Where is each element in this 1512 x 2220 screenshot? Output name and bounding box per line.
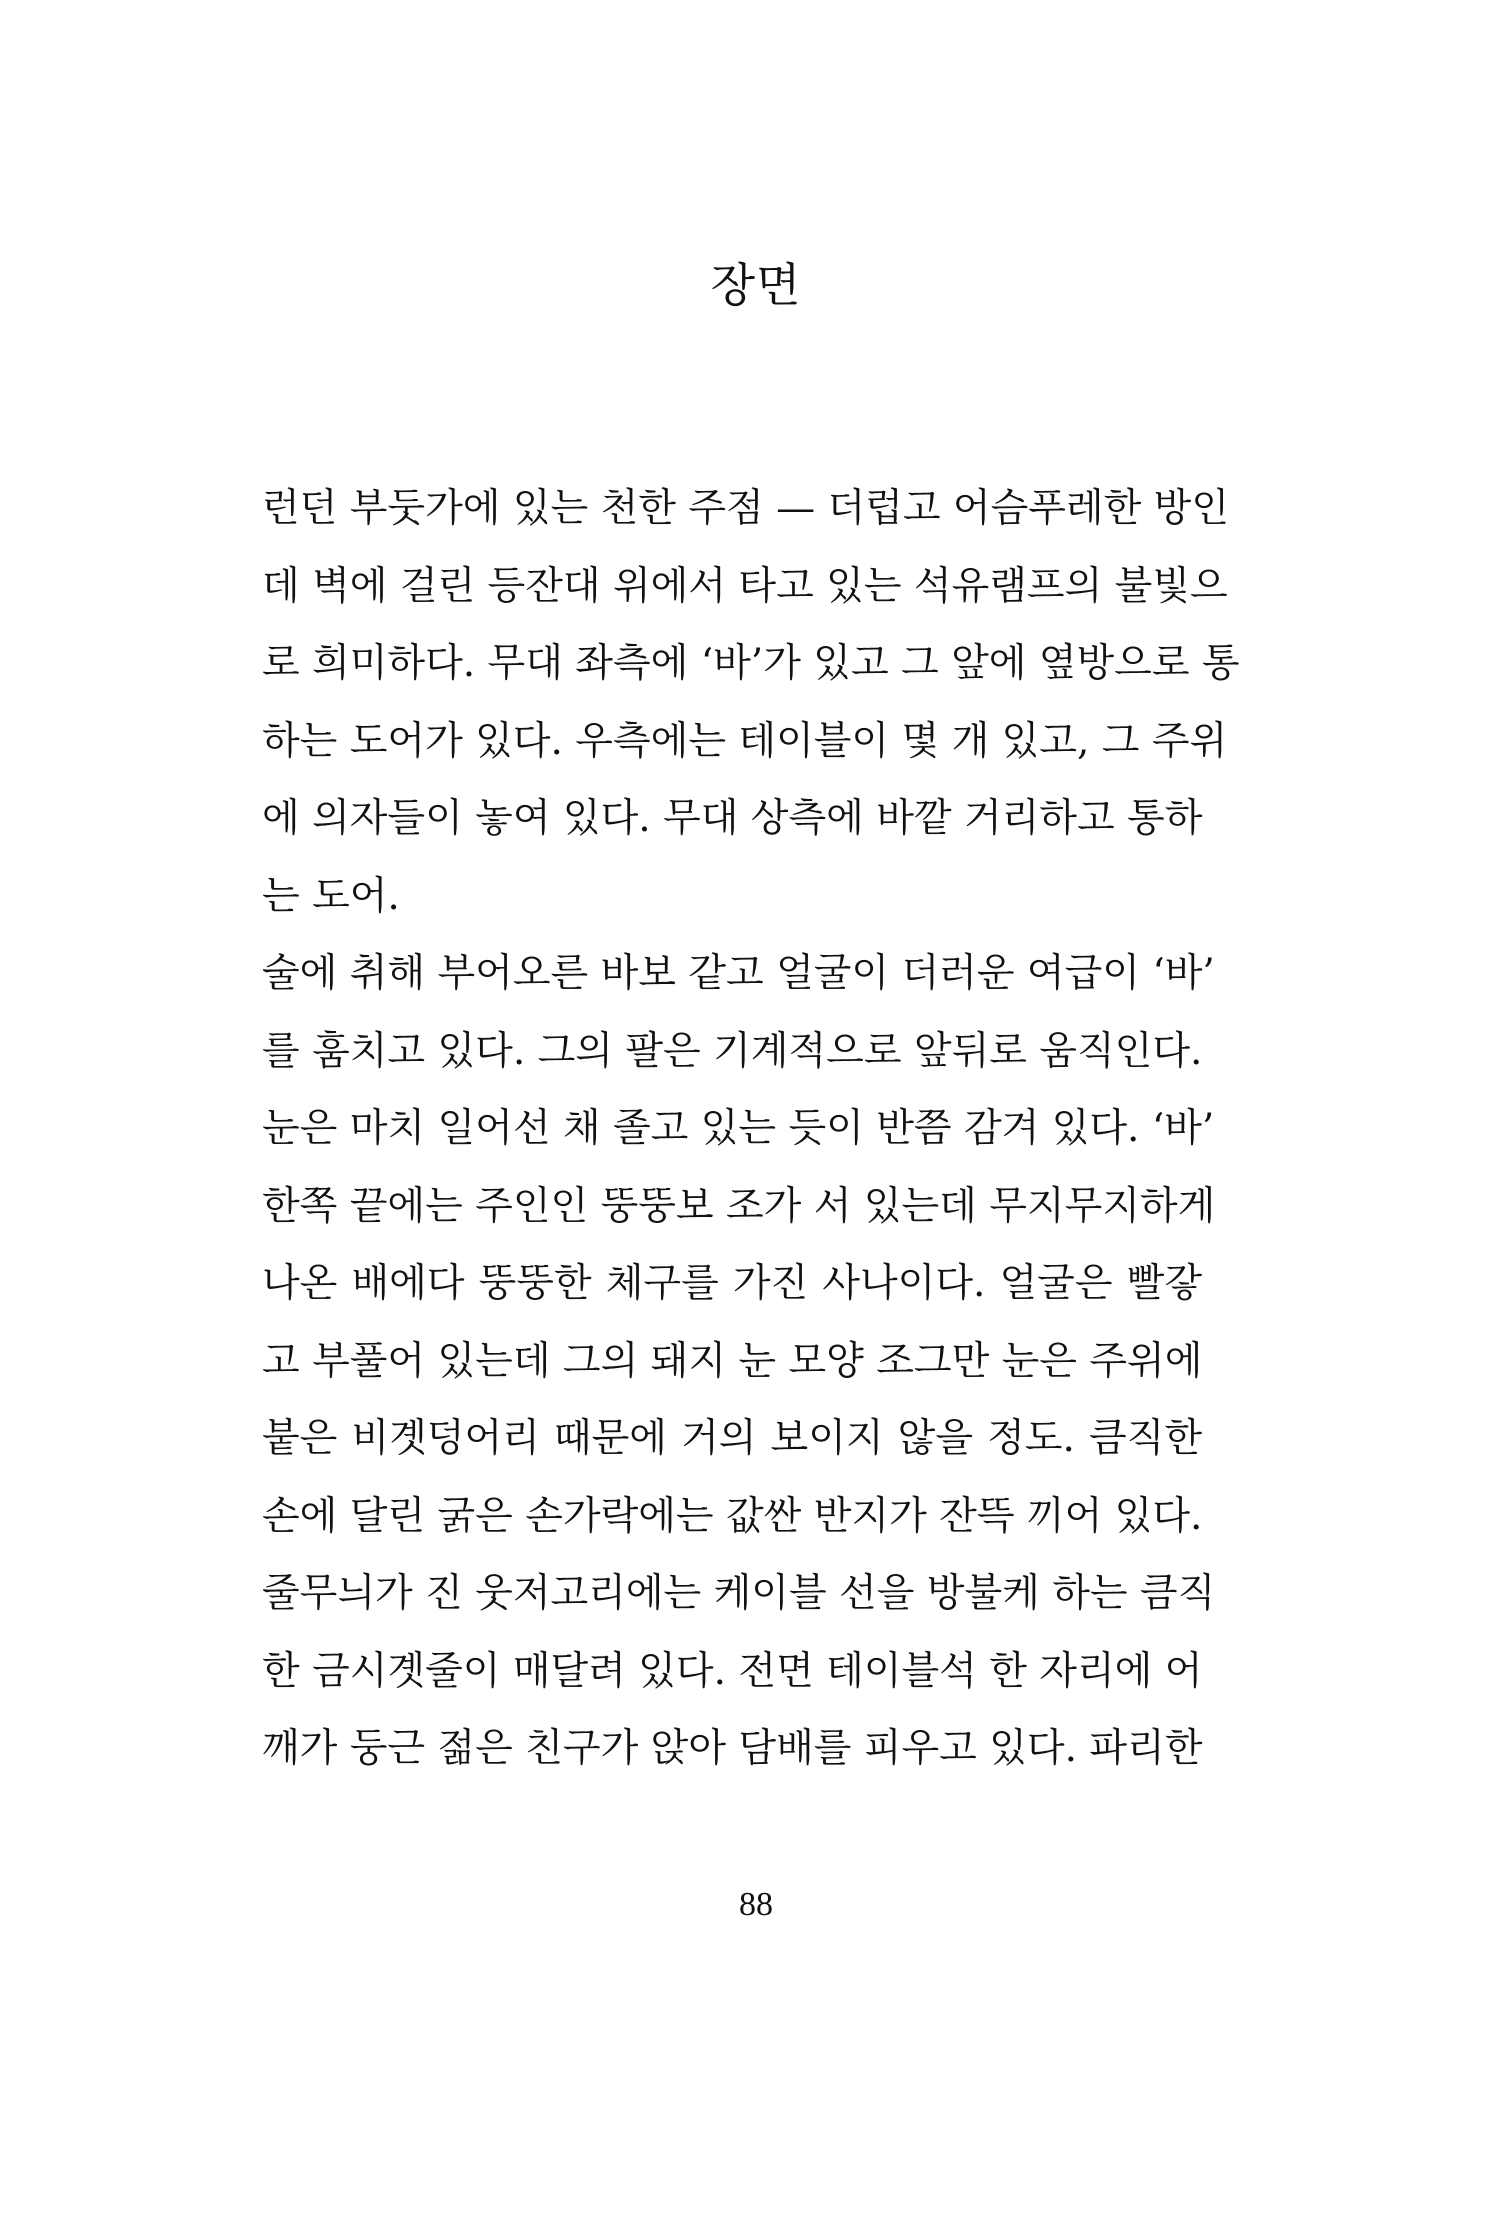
text-line: 한쪽 끝에는 주인인 뚱뚱보 조가 서 있는데 무지무지하게 — [262, 1183, 1216, 1229]
text-line: 붙은 비곗덩어리 때문에 거의 보이지 않을 정도. 큼직한 — [262, 1416, 1202, 1461]
text-line: 로 희미하다. 무대 좌측에 ‘바’가 있고 그 앞에 옆방으로 통 — [262, 641, 1240, 686]
text-line: 손에 달린 굵은 손가락에는 값싼 반지가 잔뜩 끼어 있다. — [262, 1493, 1203, 1539]
text-line: 고 부풀어 있는데 그의 돼지 눈 모양 조그만 눈은 주위에 — [262, 1338, 1203, 1384]
text-line: 한 금시곗줄이 매달려 있다. 전면 테이블석 한 자리에 어 — [262, 1648, 1203, 1694]
text-line: 술에 취해 부어오른 바보 같고 얼굴이 더러운 여급이 ‘바’ — [262, 951, 1215, 996]
text-line: 에 의자들이 놓여 있다. 무대 상측에 바깥 거리하고 통하 — [262, 796, 1203, 841]
text-line: 깨가 둥근 젊은 친구가 앉아 담배를 피우고 있다. 파리한 — [262, 1726, 1203, 1771]
text-line: 를 훔치고 있다. 그의 팔은 기계적으로 앞뒤로 움직인다. — [262, 1028, 1203, 1074]
scene-title: 장면 — [710, 258, 802, 312]
text-line: 줄무늬가 진 웃저고리에는 케이블 선을 방불케 하는 큼직 — [262, 1571, 1216, 1616]
page-number: 88 — [739, 1886, 773, 1923]
text-line: 런던 부둣가에 있는 천한 주점 — 더럽고 어슴푸레한 방인 — [262, 486, 1230, 531]
text-line: 나온 배에다 뚱뚱한 체구를 가진 사나이다. 얼굴은 빨갛 — [262, 1261, 1202, 1306]
body-text — [262, 470, 1240, 1788]
text-line: 는 도어. — [262, 873, 400, 919]
text-line: 눈은 마치 일어선 채 졸고 있는 듯이 반쯤 감겨 있다. ‘바’ — [262, 1106, 1215, 1151]
paragraph-characters — [262, 935, 1216, 1788]
text-line: 데 벽에 걸린 등잔대 위에서 타고 있는 석유램프의 불빛으 — [262, 563, 1228, 609]
text-line: 하는 도어가 있다. 우측에는 테이블이 몇 개 있고, 그 주위 — [262, 718, 1228, 764]
paragraph-stage-description — [262, 470, 1240, 935]
